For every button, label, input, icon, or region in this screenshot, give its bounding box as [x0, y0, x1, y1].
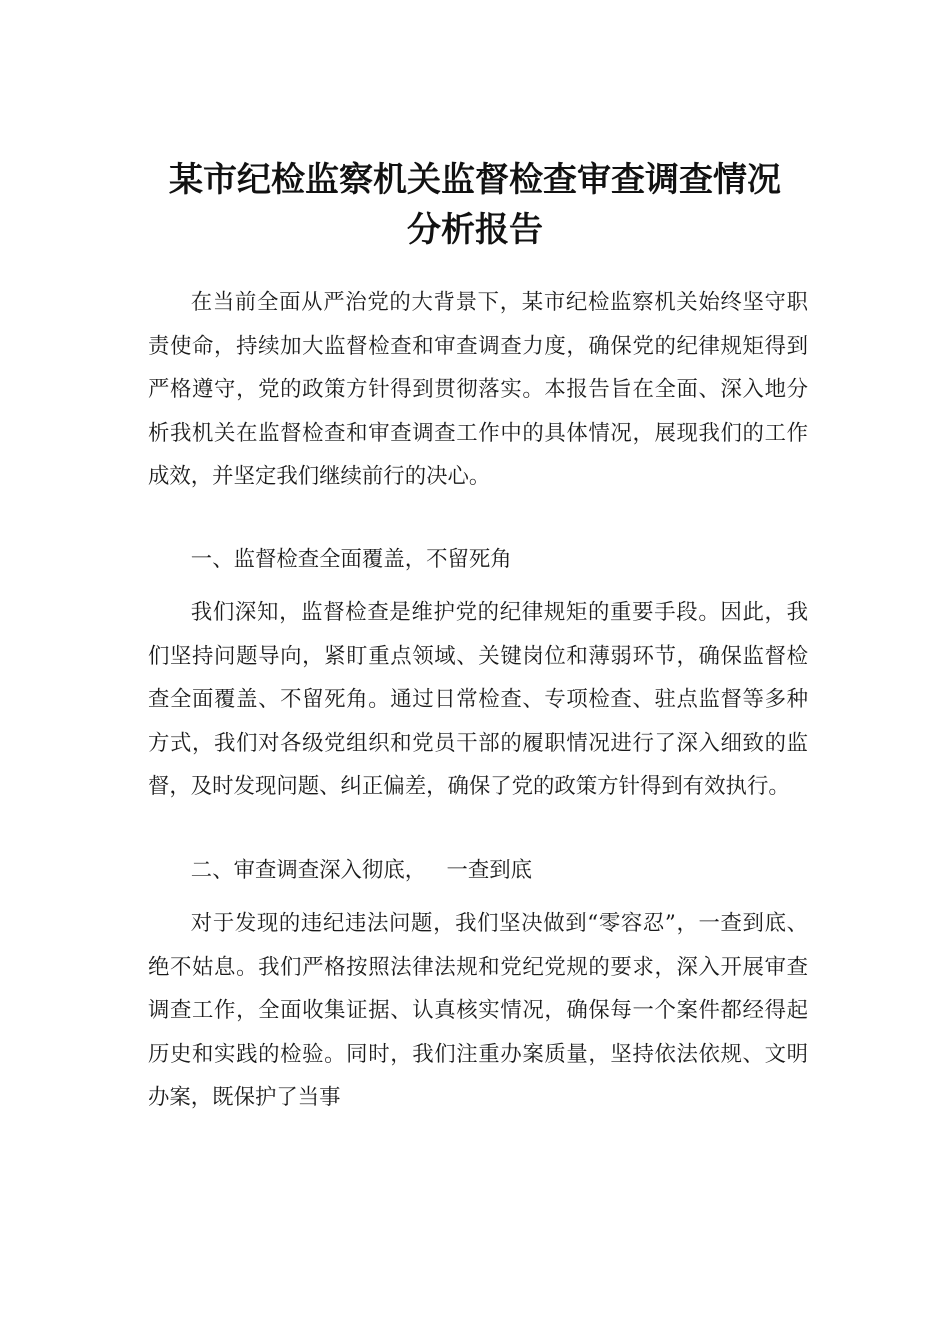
section-2-paragraph: 对于发现的违纪违法问题，我们坚决做到“零容忍”，一查到底、绝不姑息。我们严格按照法律法规和党纪党规的要求，深入开展审查调查工作，全面收集证据、认真核实情况，确保每一个案件都经得起历史和实践的检验。同时，我们注重办案质量，坚持依法依规、文明办案，既保护了当事	[148, 911, 808, 1111]
section-heading-2: 二、审查调查深入彻底， 一查到底	[190, 858, 533, 883]
document-title-line-2: 分析报告	[407, 210, 543, 250]
document-title-line-1: 某市纪检监察机关监督检查审查调查情况	[169, 160, 781, 200]
section-heading-1: 一、监督检查全面覆盖，不留死角	[190, 547, 512, 572]
intro-paragraph: 在当前全面从严治党的大背景下，某市纪检监察机关始终坚守职责使命，持续加大监督检查和审查调查力度，确保党的纪律规矩得到严格遵守，党的政策方针得到贯彻落实。本报告旨在全面、深入地分析我机关在监督检查和审查调查工作中的具体情况，展现我们的工作成效，并坚定我们继续前行的决心。	[148, 290, 808, 490]
section-1-paragraph: 我们深知，监督检查是维护党的纪律规矩的重要手段。因此，我们坚持问题导向，紧盯重点领域、关键岗位和薄弱环节，确保监督检查全面覆盖、不留死角。通过日常检查、专项检查、驻点监督等多种方式，我们对各级党组织和党员干部的履职情况进行了深入细致的监督，及时发现问题、纠正偏差，确保了党的政策方针得到有效执行。	[148, 600, 808, 800]
